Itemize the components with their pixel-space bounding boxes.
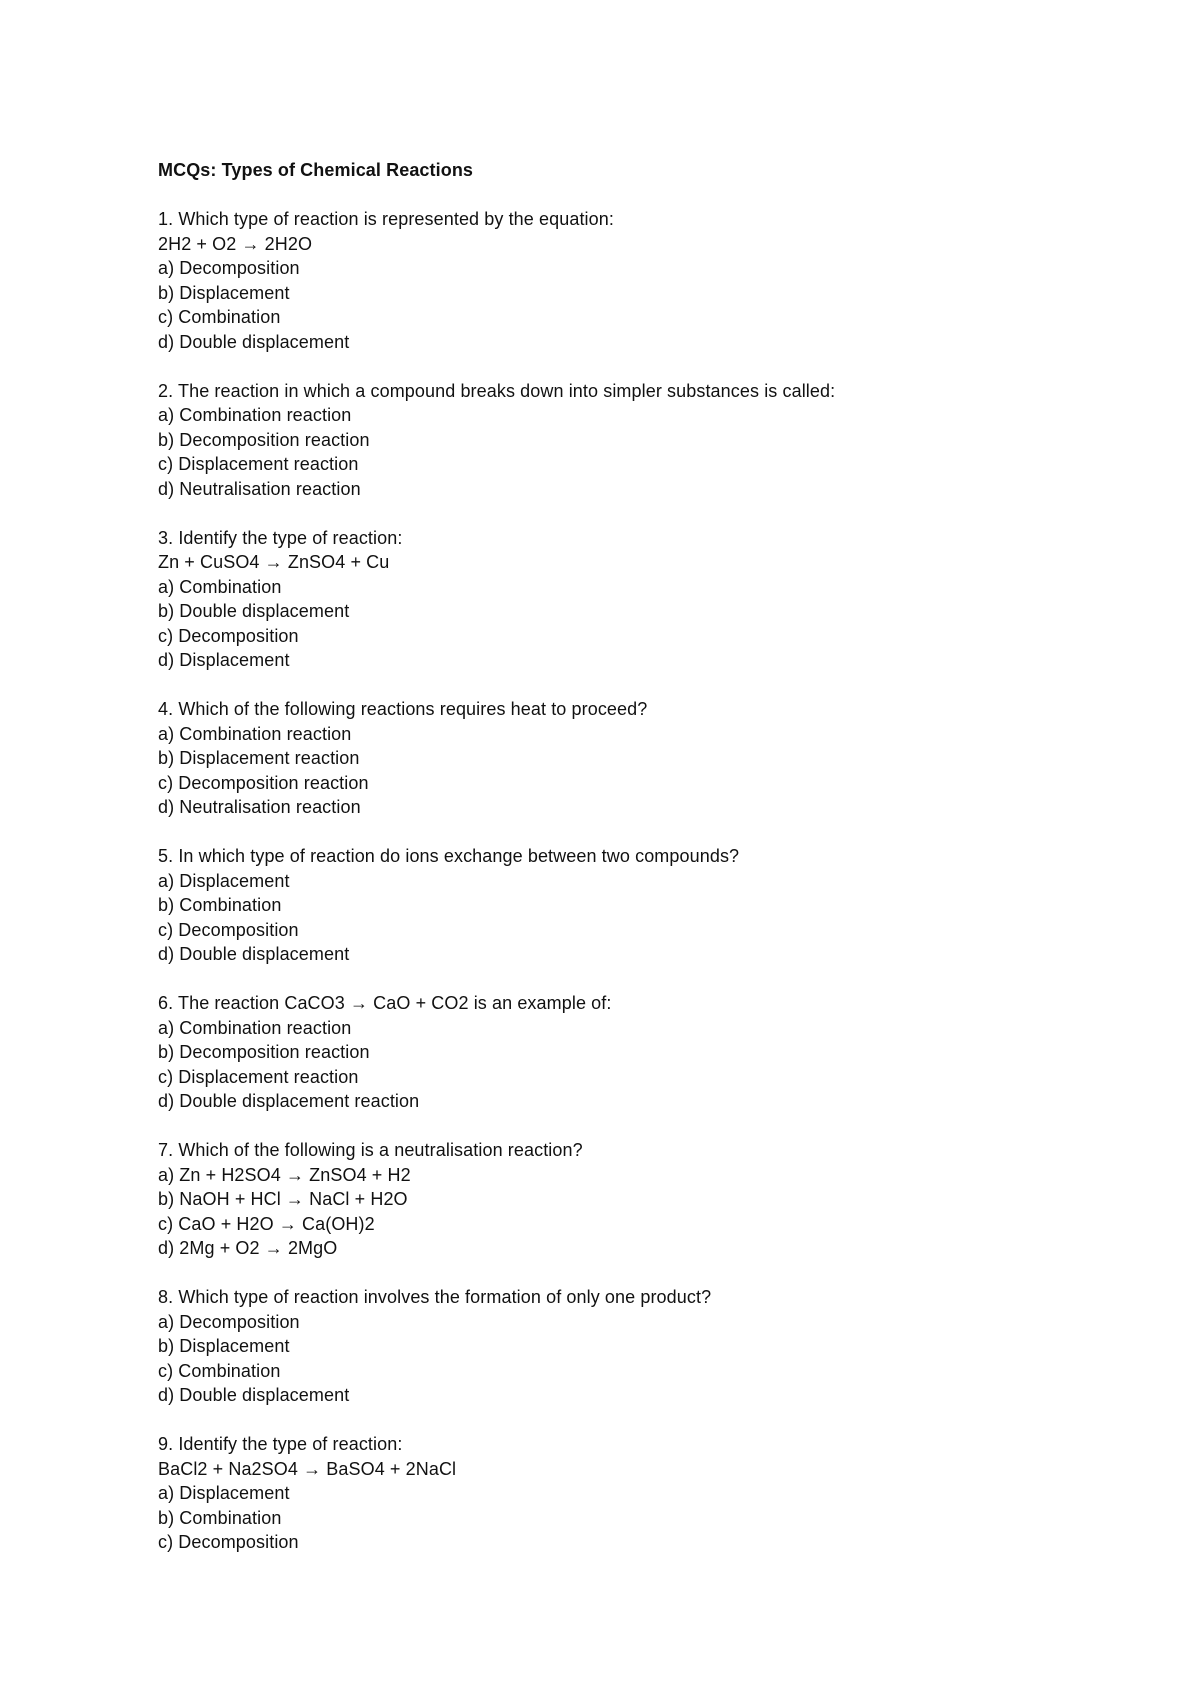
question-3 [158, 526, 1118, 673]
question-6 [158, 991, 1118, 1114]
option-d: d) Neutralisation reaction [158, 478, 361, 499]
question-8 [158, 1285, 1118, 1408]
option-d: d) 2Mg + O2 → 2MgO [158, 1238, 338, 1258]
document-content [158, 158, 1118, 1579]
option-c: c) Displacement reaction [158, 1066, 359, 1087]
question-9 [158, 1432, 1118, 1555]
option-c: c) Displacement reaction [158, 454, 359, 474]
option-d: d) Double displacement [158, 1385, 350, 1405]
option-a: a) Displacement [158, 1483, 290, 1503]
option-c: c) CaO + H2O → Ca(OH)2 [158, 1213, 375, 1234]
option-a: a) Combination reaction [158, 1017, 352, 1038]
question-7 [158, 1138, 1118, 1261]
option-b: b) Combination [158, 1507, 282, 1528]
option-a: a) Decomposition [158, 258, 300, 278]
option-d: d) Neutralisation reaction [158, 797, 361, 817]
question-prompt: 1. Which type of reaction is represented by the equation: [158, 209, 614, 229]
option-c: c) Decomposition [158, 919, 299, 940]
question-1 [158, 207, 1118, 354]
option-b: b) NaOH + HCl → NaCl + H2O [158, 1189, 408, 1209]
question-prompt: 6. The reaction CaCO3 → CaO + CO2 is an example of: [158, 993, 612, 1013]
question-4 [158, 697, 1118, 820]
option-a: a) Displacement [158, 870, 290, 891]
document-title: MCQs: Types of Chemical Reactions [158, 160, 474, 180]
option-b: b) Decomposition reaction [158, 1042, 370, 1062]
option-c: c) Decomposition reaction [158, 772, 369, 793]
option-a: a) Combination [158, 576, 282, 597]
question-equation: 2H2 + O2 → 2H2O [158, 233, 313, 254]
question-prompt: 8. Which type of reaction involves the formation of only one product? [158, 1287, 712, 1307]
question-prompt: 9. Identify the type of reaction: [158, 1434, 403, 1454]
option-d: d) Double displacement [158, 331, 350, 352]
question-equation: Zn + CuSO4 → ZnSO4 + Cu [158, 552, 390, 572]
option-c: c) Decomposition [158, 1532, 299, 1552]
option-c: c) Combination [158, 1360, 281, 1381]
question-5 [158, 844, 1118, 967]
option-d: d) Double displacement [158, 944, 350, 964]
option-a: a) Combination reaction [158, 405, 352, 425]
question-prompt: 5. In which type of reaction do ions exchange between two compounds? [158, 846, 740, 866]
question-prompt: 2. The reaction in which a compound breaks down into simpler substances is called: [158, 380, 836, 401]
option-c: c) Decomposition [158, 625, 299, 646]
option-a: a) Combination reaction [158, 723, 352, 744]
option-b: b) Displacement [158, 282, 290, 303]
question-prompt: 7. Which of the following is a neutralisation reaction? [158, 1140, 583, 1160]
option-d: d) Double displacement reaction [158, 1091, 420, 1111]
option-b: b) Double displacement [158, 601, 350, 621]
option-b: b) Decomposition reaction [158, 429, 370, 450]
question-prompt: 3. Identify the type of reaction: [158, 527, 403, 548]
option-b: b) Displacement [158, 1336, 290, 1356]
option-a: a) Decomposition [158, 1311, 300, 1332]
option-a: a) Zn + H2SO4 → ZnSO4 + H2 [158, 1164, 411, 1185]
option-b: b) Combination [158, 895, 282, 915]
option-c: c) Combination [158, 307, 281, 327]
question-prompt: 4. Which of the following reactions requires heat to proceed? [158, 699, 648, 719]
question-equation: BaCl2 + Na2SO4 → BaSO4 + 2NaCl [158, 1458, 457, 1479]
question-2 [158, 379, 1118, 502]
option-d: d) Displacement [158, 650, 290, 670]
option-b: b) Displacement reaction [158, 748, 360, 768]
